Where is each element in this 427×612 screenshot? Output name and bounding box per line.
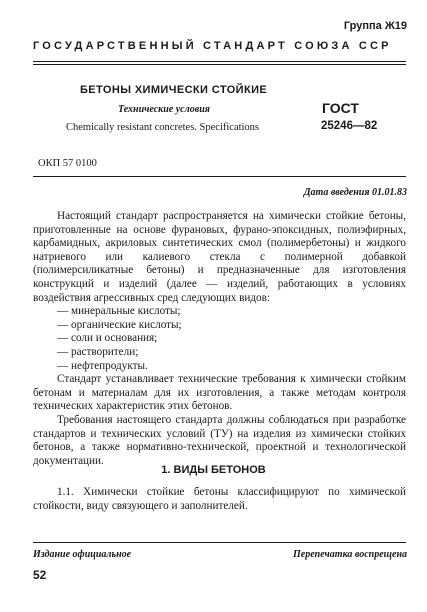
list-item: — соли и основания; bbox=[57, 332, 158, 345]
gost-label: ГОСТ bbox=[322, 100, 359, 116]
page-number: 52 bbox=[33, 568, 47, 582]
requirements-paragraph: Стандарт устанавливает технические требования к химически стойким бетонам и материалам для их изготовления, а также методам контроля технических характеристик этих бетонов. bbox=[33, 373, 406, 413]
english-title: Chemically resistant concretes. Specifications bbox=[66, 122, 260, 133]
okp-code: ОКП 57 0100 bbox=[38, 158, 97, 169]
aggressive-media-list bbox=[33, 305, 406, 373]
introduction-date: Дата введения 01.01.83 bbox=[303, 187, 407, 198]
list-item: — минеральные кислоты; bbox=[57, 305, 181, 318]
footer-rule bbox=[33, 542, 406, 543]
document-title: БЕТОНЫ ХИМИЧЕСКИ СТОЙКИЕ bbox=[80, 84, 268, 96]
clause-1-1: 1.1. Химически стойкие бетоны классифицируют по химической стойкости, виду связующего и заполнителей. bbox=[33, 486, 406, 512]
body-section bbox=[33, 210, 406, 468]
intro-paragraph: Настоящий стандарт распространяется на химически стойкие бетоны, приготовленные на основе фурановых, фурано-эпоксидных, полиэфирных, карбамидных, акриловых синтетических смол (полимербетоны) и жидкого натриевого или калиевого стекла с полимерной добавкой (полимерсиликатные бетоны) и предназначенные для изготовления конструкций и изделий (далее — изделий, работающих в условиях воздействия агрессивных сред следующих видов: bbox=[33, 210, 406, 304]
list-item: — органические кислоты; bbox=[57, 318, 182, 331]
clause-section bbox=[33, 486, 406, 513]
header-rule-bottom bbox=[33, 64, 406, 65]
header-rule-top bbox=[33, 61, 406, 62]
compliance-paragraph: Требования настоящего стандарта должны соблюдаться при разработке стандартов и технических условий (ТУ) на изделия из химически стойких бетонов, а также нормативно-технической, проектной и технологической документации. bbox=[33, 413, 406, 467]
standard-header: ГОСУДАРСТВЕННЫЙ СТАНДАРТ СОЮЗА ССР bbox=[33, 40, 392, 52]
gost-number: 25246—82 bbox=[321, 120, 378, 132]
list-item: — нефтепродукты. bbox=[57, 359, 148, 372]
list-item: — растворители; bbox=[57, 345, 139, 358]
reprint-prohibited-label: Перепечатка воспрещена bbox=[293, 549, 407, 560]
title-block-rule bbox=[33, 176, 406, 177]
document-subtitle: Технические условия bbox=[118, 104, 210, 115]
section-heading: 1. ВИДЫ БЕТОНОВ bbox=[161, 464, 266, 476]
group-code: Группа Ж19 bbox=[343, 20, 407, 32]
official-edition-label: Издание официальное bbox=[33, 549, 132, 560]
